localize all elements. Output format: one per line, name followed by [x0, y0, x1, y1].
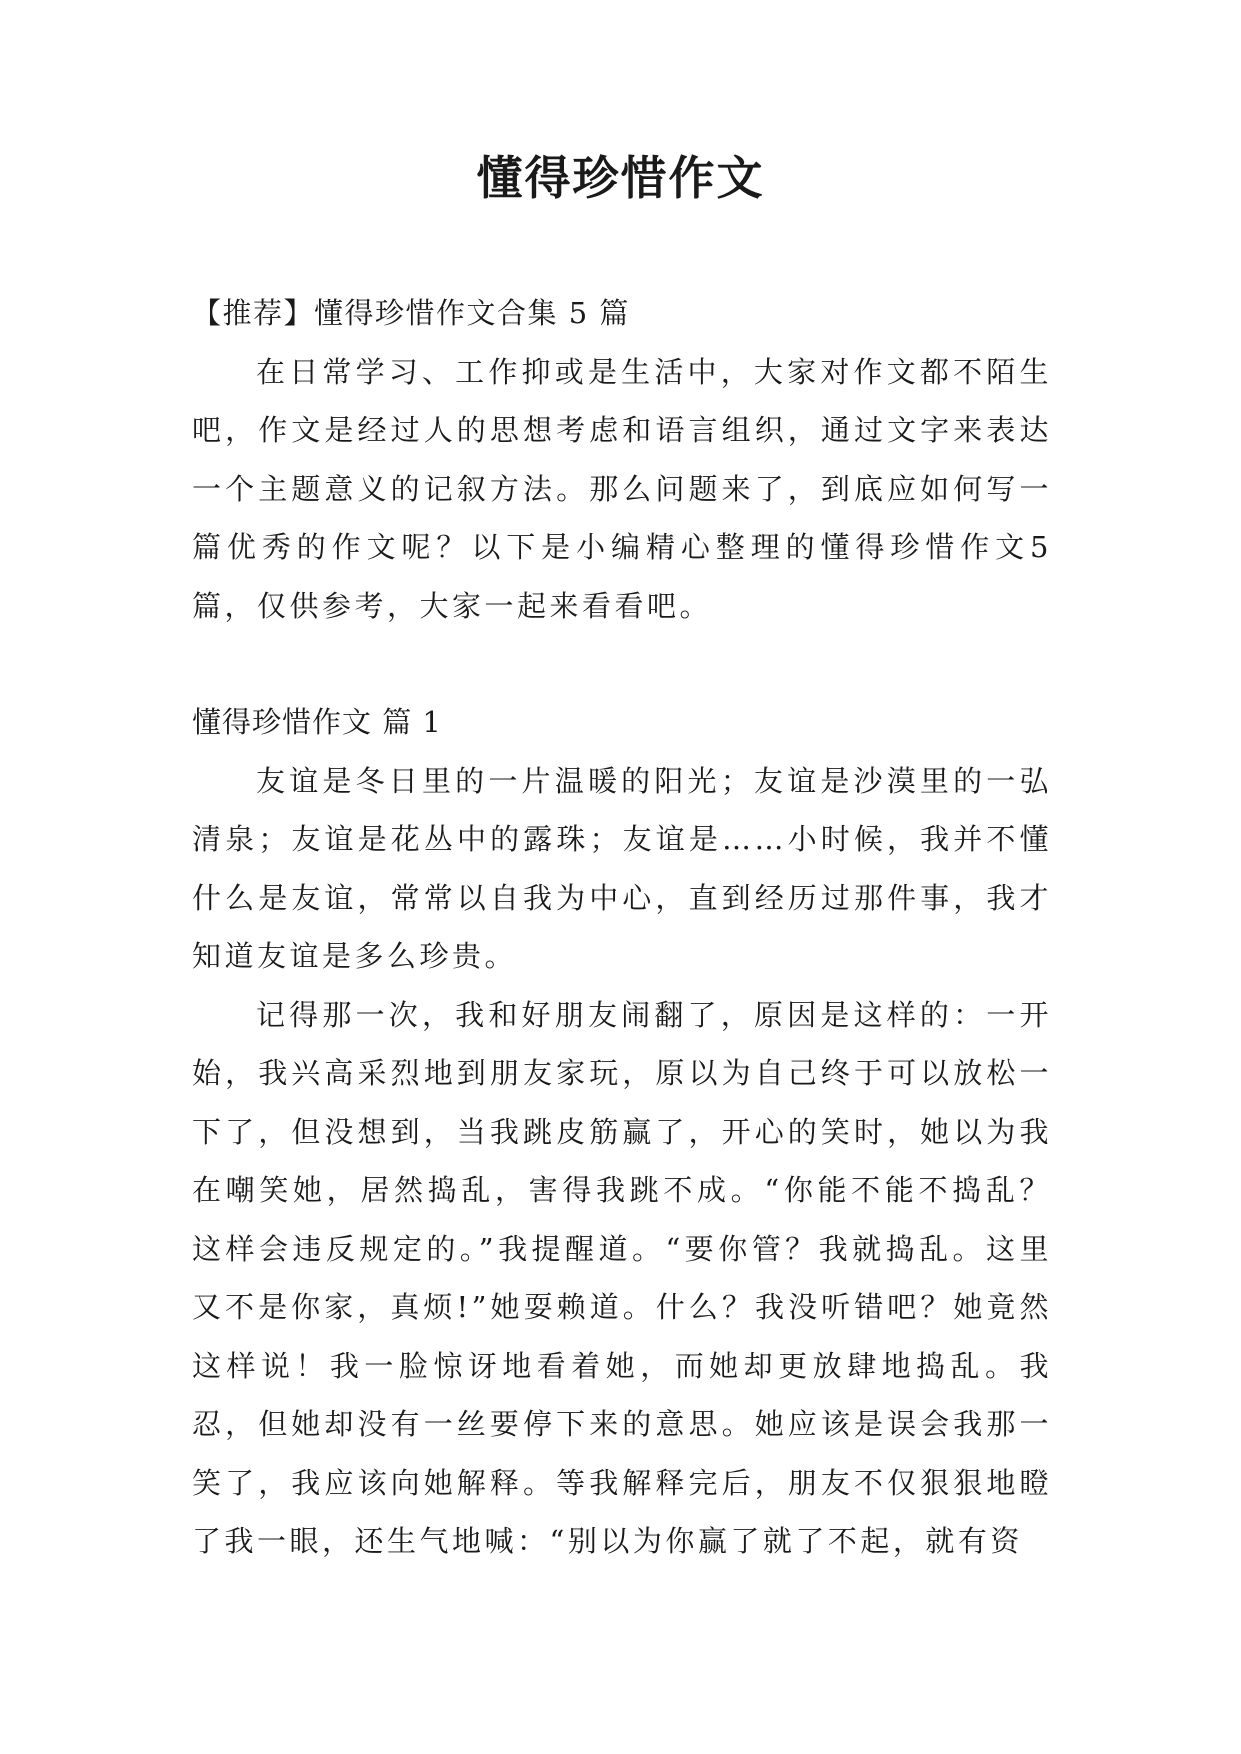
document-title: 懂得珍惜作文: [476, 151, 765, 205]
intro-paragraph: 在日常学习、工作抑或是生活中，大家对作文都不陌生吧，作文是经过人的思想考虑和语言组织，通过文字来表达一个主题意义的记叙方法。那么问题来了，到底应如何写一篇优秀的作文呢？以下是小编精心整理的懂得珍惜作文5篇，仅供参考，大家一起来看看吧。: [192, 354, 1052, 623]
section-paragraph-1: 友谊是冬日里的一片温暖的阳光；友谊是沙漠里的一弘清泉；友谊是花丛中的露珠；友谊是……小时候，我并不懂什么是友谊，常常以自我为中心，直到经历过那件事，我才知道友谊是多么珍贵。: [192, 763, 1052, 973]
section-heading: 懂得珍惜作文 篇 1: [192, 705, 442, 739]
document-subtitle: 【推荐】懂得珍惜作文合集 5 篇: [192, 296, 630, 330]
section-paragraph-2: 记得那一次，我和好朋友闹翻了，原因是这样的：一开始，我兴高采烈地到朋友家玩，原以为自己终于可以放松一下了，但没想到，当我跳皮筋赢了，开心的笑时，她以为我在嘲笑她，居然捣乱，害得我跳不成。“你能不能不捣乱？这样会违反规定的。”我提醒道。“要你管？我就捣乱。这里又不是你家，真烦!”她耍赖道。什么？我没听错吧？她竟然这样说！我一脸惊讶地看着她，而她却更放肆地捣乱。我忍，但她却没有一丝要停下来的意思。她应该是误会我那一笑了，我应该向她解释。等我解释完后，朋友不仅狠狠地瞪了我一眼，还生气地喊：“别以为你赢了就了不起，就有资: [192, 997, 1052, 1558]
document-body: [192, 284, 1052, 1571]
